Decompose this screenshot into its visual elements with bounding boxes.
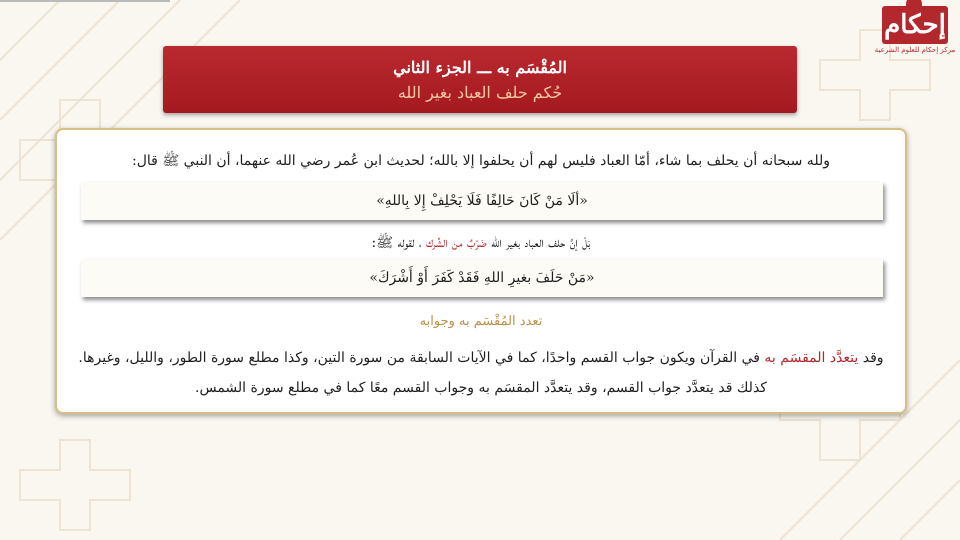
- slide-subtitle: حُكم حلف العباد بغير الله: [397, 83, 563, 102]
- intro-text: ولله سبحانه أن يحلف بما شاء، أمّا العباد فليس لهم أن يحلفوا إلا بالله؛ لحديث ابن عُمر رضي الله عنهما، أن النبي ﷺ قال:: [132, 153, 830, 169]
- title-banner: [163, 46, 797, 113]
- shirk-line-start: بَلْ إنَّ حلف العباد بغير الله: [491, 235, 591, 251]
- hadith-quote-1: [81, 182, 883, 220]
- shirk-line-end: ، لقوله ﷺ:: [371, 235, 422, 251]
- hadith-quote-2-text: «مَنْ حَلَفَ بغيرِ اللهِ فَقَدْ كَفَرَ أَوْ أَشْرَكَ»: [369, 270, 595, 286]
- logo-subtitle: مركز إحكام للعلوم الشرعية: [874, 46, 956, 54]
- paragraph-1-end: في القرآن ويكون جواب القسم واحدًا، كما في الآيات السابقة من سورة التين، وكذا مطلع سورة الطور، والليل، وغيرها.: [78, 350, 760, 366]
- content-card: [55, 128, 907, 414]
- slide-title: المُقْسَم به ـــ الجزء الثاني: [393, 58, 567, 77]
- hadith-quote-1-text: «ألَا مَنْ كَانَ حَالِفًا فَلَا يَحْلِفْ إِلا بِاللهِ»: [376, 193, 588, 209]
- top-divider: [0, 0, 170, 2]
- section-heading: تعدد المُقْسَم به وجوابه: [419, 314, 543, 329]
- paragraph-2: كذلك قد يتعدَّد جواب القسم، وقد يتعدَّد المقسَم به وجواب القسم معًا كما في مطلع سورة الشمس.: [195, 380, 767, 396]
- logo: [874, 6, 956, 68]
- paragraph-1-start: وقد: [862, 350, 884, 366]
- paragraph-1: [57, 350, 905, 366]
- shirk-line: [57, 234, 905, 254]
- logo-mark: إحكام: [882, 6, 948, 44]
- shirk-highlight: ضَرْبٌ من الشِّرك: [425, 235, 487, 251]
- hadith-quote-2: [81, 259, 883, 297]
- paragraph-1-highlight: يتعدَّد المقسَم به: [764, 350, 859, 366]
